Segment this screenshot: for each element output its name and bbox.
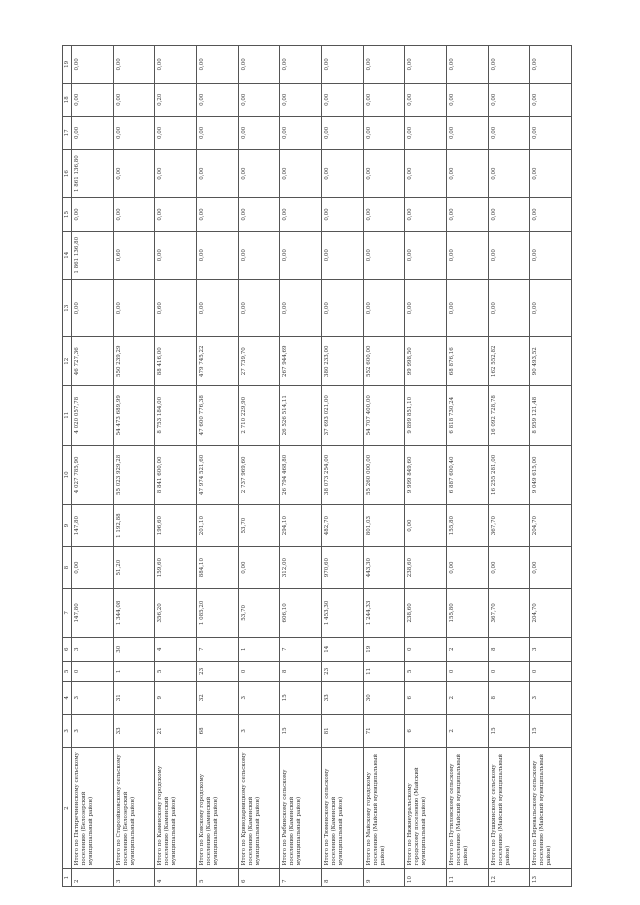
value-cell: 9 (155, 681, 197, 714)
value-cell: 0,00 (72, 83, 114, 116)
value-cell: 7 (196, 637, 238, 661)
value-cell: 33 (113, 714, 155, 747)
value-cell: 0,00 (405, 46, 447, 84)
value-cell: 0,00 (488, 280, 530, 337)
value-cell: 155,80 (446, 505, 488, 547)
value-cell: 0,00 (363, 280, 405, 337)
value-cell: 267 944,69 (280, 337, 322, 386)
settlement-name: Итого по Перевальскому сельскому поселению (Майский муниципальный район) (530, 747, 572, 868)
value-cell: 21 (155, 714, 197, 747)
value-cell: 6 (405, 681, 447, 714)
value-cell: 2 (446, 681, 488, 714)
value-cell: 0,00 (488, 46, 530, 84)
column-number: 18 (63, 83, 72, 116)
column-number: 19 (63, 46, 72, 84)
value-cell: 0,00 (113, 46, 155, 84)
value-cell: 68 876,16 (446, 337, 488, 386)
value-cell: 159,60 (155, 547, 197, 589)
column-number: 8 (63, 547, 72, 589)
value-cell: 970,60 (321, 547, 363, 589)
value-cell: 0,00 (488, 116, 530, 149)
column-number: 6 (63, 637, 72, 661)
value-cell: 0 (488, 661, 530, 681)
row-number: 13 (530, 869, 572, 887)
value-cell: 0,00 (446, 280, 488, 337)
value-cell: 238,60 (405, 589, 447, 638)
value-cell: 14 (321, 637, 363, 661)
value-cell: 8 (488, 681, 530, 714)
column-number: 1 (63, 869, 72, 887)
value-cell: 9 899 851,10 (405, 386, 447, 446)
value-cell: 0,00 (363, 149, 405, 198)
value-cell: 0,00 (321, 280, 363, 337)
value-cell: 81 (321, 714, 363, 747)
value-cell: 0,00 (321, 231, 363, 280)
value-cell: 71 (363, 714, 405, 747)
value-cell: 0,00 (530, 83, 572, 116)
value-cell: 31 (113, 681, 155, 714)
column-number: 15 (63, 198, 72, 231)
value-cell: 0,00 (280, 149, 322, 198)
value-cell: 8 841 600,00 (155, 445, 197, 505)
value-cell: 8 753 184,00 (155, 386, 197, 446)
value-cell: 1 (113, 661, 155, 681)
value-cell: 0,00 (196, 280, 238, 337)
value-cell: 0,00 (405, 280, 447, 337)
value-cell: 0,00 (405, 116, 447, 149)
value-cell: 0,00 (113, 116, 155, 149)
settlement-name: Итого по Рыбинскому сельскому поселению (Каменский муниципальный район) (280, 747, 322, 868)
value-cell: 23 (321, 661, 363, 681)
value-cell: 55 023 929,28 (113, 445, 155, 505)
value-cell: 0 (72, 661, 114, 681)
value-cell: 0,00 (446, 149, 488, 198)
value-cell: 15 (280, 714, 322, 747)
value-cell: 2 (446, 637, 488, 661)
settlement-name: Итого по Путиловскому сельскому поселению (Майский муниципальный район) (446, 747, 488, 868)
value-cell: 99 998,50 (405, 337, 447, 386)
value-cell: 0,00 (280, 46, 322, 84)
value-cell: 0,00 (280, 83, 322, 116)
column-number: 7 (63, 589, 72, 638)
table-row (321, 46, 363, 887)
value-cell: 0,00 (113, 149, 155, 198)
table-row (530, 46, 572, 887)
value-cell: 196,60 (155, 505, 197, 547)
value-cell: 0,00 (196, 46, 238, 84)
value-cell: 0,60 (113, 231, 155, 280)
value-cell: 30 (363, 681, 405, 714)
row-number: 11 (446, 869, 488, 887)
value-cell: 0,00 (196, 231, 238, 280)
value-cell: 15 (488, 714, 530, 747)
row-number: 6 (238, 869, 280, 887)
table-row (72, 46, 114, 887)
column-number: 3 (63, 714, 72, 747)
value-cell: 0,00 (238, 547, 280, 589)
value-cell: 26 794 468,80 (280, 445, 322, 505)
value-cell: 8 (488, 637, 530, 661)
value-cell: 606,10 (280, 589, 322, 638)
value-cell: 0,00 (321, 198, 363, 231)
value-cell: 8 (280, 661, 322, 681)
table-row (196, 46, 238, 887)
value-cell: 0,00 (530, 46, 572, 84)
row-number: 5 (196, 869, 238, 887)
value-cell: 294,10 (280, 505, 322, 547)
column-number: 10 (63, 445, 72, 505)
settlement-name: Итого по Нижнеуральскому городскому поселению (Майский муниципальный район) (405, 747, 447, 868)
value-cell: 238,60 (405, 547, 447, 589)
value-cell: 0,00 (405, 83, 447, 116)
value-cell: 367,70 (488, 589, 530, 638)
value-cell: 4 (155, 637, 197, 661)
value-cell: 47 600 776,38 (196, 386, 238, 446)
value-cell: 33 (321, 681, 363, 714)
row-number: 3 (113, 869, 155, 887)
value-cell: 1 861 136,80 (72, 149, 114, 198)
value-cell: 0,00 (196, 116, 238, 149)
settlement-name: Итого по Тюменскому сельскому поселению (Каменский муниципальный район) (321, 747, 363, 868)
table-row (113, 46, 155, 887)
column-number: 4 (63, 681, 72, 714)
value-cell: 312,00 (280, 547, 322, 589)
value-cell: 0,00 (196, 83, 238, 116)
value-cell: 0,00 (363, 231, 405, 280)
value-cell: 6 818 730,24 (446, 386, 488, 446)
column-number: 14 (63, 231, 72, 280)
column-number: 2 (63, 747, 72, 868)
value-cell: 0,00 (530, 280, 572, 337)
value-cell: 0,00 (280, 198, 322, 231)
table-row (280, 46, 322, 887)
value-cell: 0,00 (113, 198, 155, 231)
value-cell: 0,00 (155, 198, 197, 231)
value-cell: 51,20 (113, 547, 155, 589)
value-cell: 1 085,20 (196, 589, 238, 638)
value-cell: 0,00 (488, 547, 530, 589)
column-number: 12 (63, 337, 72, 386)
settlement-name: Итого по Ковскому городскому поселению (Каменский муниципальный район) (196, 747, 238, 868)
value-cell: 0,00 (72, 116, 114, 149)
value-cell: 1 453,30 (321, 589, 363, 638)
value-cell: 0,00 (238, 280, 280, 337)
value-cell: 0,00 (363, 46, 405, 84)
value-cell: 0,00 (321, 116, 363, 149)
value-cell: 0,00 (238, 231, 280, 280)
value-cell: 801,03 (363, 505, 405, 547)
table-row (238, 46, 280, 887)
row-number: 8 (321, 869, 363, 887)
value-cell: 0,00 (363, 83, 405, 116)
value-cell: 0,00 (155, 46, 197, 84)
table-row (446, 46, 488, 887)
value-cell: 16 092 728,78 (488, 386, 530, 446)
value-cell: 3 (72, 681, 114, 714)
value-cell: 90 493,52 (530, 337, 572, 386)
value-cell: 0,00 (155, 231, 197, 280)
value-cell: 15 (280, 681, 322, 714)
rotated-table-wrapper (62, 45, 572, 887)
value-cell: 0,00 (72, 547, 114, 589)
settlement-name: Итого по Каменскому городскому поселению (Каменский муниципальный район) (155, 747, 197, 868)
row-number: 4 (155, 869, 197, 887)
value-cell: 3 (530, 637, 572, 661)
table-row (405, 46, 447, 887)
value-cell: 54 473 689,99 (113, 386, 155, 446)
value-cell: 0 (530, 661, 572, 681)
table-row (155, 46, 197, 887)
column-number: 13 (63, 280, 72, 337)
value-cell: 0,00 (155, 149, 197, 198)
value-cell: 0,00 (446, 116, 488, 149)
value-cell: 0,00 (280, 280, 322, 337)
value-cell: 0,00 (238, 83, 280, 116)
row-number: 12 (488, 869, 530, 887)
value-cell: 3 (72, 714, 114, 747)
value-cell: 356,20 (155, 589, 197, 638)
value-cell: 53,70 (238, 505, 280, 547)
value-cell: 6 (405, 714, 447, 747)
value-cell: 3 (530, 681, 572, 714)
value-cell: 0,00 (405, 231, 447, 280)
value-cell: 0 (238, 661, 280, 681)
value-cell: 46 727,36 (72, 337, 114, 386)
value-cell: 162 552,82 (488, 337, 530, 386)
value-cell: 0,00 (155, 116, 197, 149)
value-cell: 0,00 (196, 149, 238, 198)
value-cell: 0,00 (238, 46, 280, 84)
value-cell: 0,00 (72, 280, 114, 337)
value-cell: 479 745,22 (196, 337, 238, 386)
value-cell: 11 (363, 661, 405, 681)
value-cell: 1 (238, 637, 280, 661)
value-cell: 0,00 (488, 149, 530, 198)
value-cell: 8 959 121,48 (530, 386, 572, 446)
value-cell: 0,00 (72, 198, 114, 231)
value-cell: 15 (530, 714, 572, 747)
value-cell: 19 (363, 637, 405, 661)
value-cell: 88 416,00 (155, 337, 197, 386)
row-number: 10 (405, 869, 447, 887)
value-cell: 4 027 785,90 (72, 445, 114, 505)
value-cell: 32 (196, 681, 238, 714)
value-cell: 0,00 (405, 198, 447, 231)
row-number: 7 (280, 869, 322, 887)
settlement-name: Итого по Майскому городскому поселению (Майский муниципальный район) (363, 747, 405, 868)
value-cell: 367,70 (488, 505, 530, 547)
value-cell: 0,00 (530, 547, 572, 589)
value-cell: 0,00 (530, 198, 572, 231)
value-cell: 26 526 514,11 (280, 386, 322, 446)
value-cell: 0,00 (446, 198, 488, 231)
value-cell: 0,00 (280, 116, 322, 149)
settlement-name: Итого по Криводарницкому сельскому поселению (Каменский муниципальный район) (238, 747, 280, 868)
value-cell: 0,00 (530, 231, 572, 280)
value-cell: 147,80 (72, 589, 114, 638)
value-cell: 0,00 (530, 149, 572, 198)
table-row (488, 46, 530, 887)
value-cell: 5 (155, 661, 197, 681)
column-number: 11 (63, 386, 72, 446)
value-cell: 68 (196, 714, 238, 747)
value-cell: 0,00 (72, 46, 114, 84)
value-cell: 3 (72, 637, 114, 661)
value-cell: 0,00 (113, 280, 155, 337)
value-cell: 0,00 (488, 83, 530, 116)
value-cell: 30 (113, 637, 155, 661)
value-cell: 0,00 (488, 198, 530, 231)
value-cell: 443,30 (363, 547, 405, 589)
value-cell: 482,70 (321, 505, 363, 547)
value-cell: 155,80 (446, 589, 488, 638)
value-cell: 204,70 (530, 505, 572, 547)
value-cell: 0,00 (446, 231, 488, 280)
value-cell: 884,10 (196, 547, 238, 589)
value-cell: 7 (280, 637, 322, 661)
value-cell: 38 073 254,00 (321, 445, 363, 505)
value-cell: 0,20 (155, 83, 197, 116)
value-cell: 23 (196, 661, 238, 681)
value-cell: 0,00 (238, 149, 280, 198)
value-cell: 0,00 (446, 547, 488, 589)
value-cell: 204,70 (530, 589, 572, 638)
value-cell: 1 861 136,80 (72, 231, 114, 280)
value-cell: 0,00 (321, 83, 363, 116)
value-cell: 0,00 (321, 149, 363, 198)
value-cell: 0 (405, 637, 447, 661)
value-cell: 0,00 (238, 116, 280, 149)
value-cell: 0,00 (405, 505, 447, 547)
settlement-name: Итого по Пятиречненскому сельскому поселению (Белозерский муниципальный район) (72, 747, 114, 868)
value-cell: 0,00 (363, 198, 405, 231)
value-cell: 0,00 (113, 83, 155, 116)
value-cell: 54 707 400,00 (363, 386, 405, 446)
value-cell: 55 260 000,00 (363, 445, 405, 505)
report-table (62, 45, 572, 887)
table-row (363, 46, 405, 887)
value-cell: 0,00 (321, 46, 363, 84)
value-cell: 3 (238, 681, 280, 714)
value-cell: 550 239,29 (113, 337, 155, 386)
value-cell: 2 (446, 714, 488, 747)
value-cell: 53,70 (238, 589, 280, 638)
value-cell: 9 049 615,00 (530, 445, 572, 505)
column-number: 5 (63, 661, 72, 681)
value-cell: 6 887 600,40 (446, 445, 488, 505)
value-cell: 380 233,00 (321, 337, 363, 386)
value-cell: 5 (405, 661, 447, 681)
column-number: 17 (63, 116, 72, 149)
column-number-row (63, 46, 72, 887)
column-number: 16 (63, 149, 72, 198)
value-cell: 1 244,33 (363, 589, 405, 638)
value-cell: 0 (446, 661, 488, 681)
value-cell: 27 739,70 (238, 337, 280, 386)
value-cell: 4 020 057,78 (72, 386, 114, 446)
value-cell: 0,00 (530, 116, 572, 149)
column-number: 9 (63, 505, 72, 547)
value-cell: 16 255 281,00 (488, 445, 530, 505)
value-cell: 0,00 (446, 83, 488, 116)
value-cell: 2 737 969,60 (238, 445, 280, 505)
value-cell: 1 192,88 (113, 505, 155, 547)
value-cell: 47 974 521,60 (196, 445, 238, 505)
value-cell: 201,10 (196, 505, 238, 547)
row-number: 9 (363, 869, 405, 887)
value-cell: 3 (238, 714, 280, 747)
value-cell: 0,00 (446, 46, 488, 84)
value-cell: 9 999 849,60 (405, 445, 447, 505)
value-cell: 552 600,00 (363, 337, 405, 386)
settlement-name: Итого по Пушкинскому сельскому поселению (Майский муниципальный район) (488, 747, 530, 868)
row-number: 2 (72, 869, 114, 887)
value-cell: 0,00 (488, 231, 530, 280)
value-cell: 0,60 (155, 280, 197, 337)
value-cell: 0,00 (196, 198, 238, 231)
value-cell: 0,00 (238, 198, 280, 231)
value-cell: 37 693 021,00 (321, 386, 363, 446)
report-table-body (63, 46, 572, 887)
value-cell: 0,00 (363, 116, 405, 149)
value-cell: 0,00 (280, 231, 322, 280)
settlement-name: Итого по Старозйковскому сельскому поселению (Белозерский муниципальный район) (113, 747, 155, 868)
value-cell: 0,00 (405, 149, 447, 198)
value-cell: 2 710 229,90 (238, 386, 280, 446)
value-cell: 1 344,08 (113, 589, 155, 638)
value-cell: 147,80 (72, 505, 114, 547)
